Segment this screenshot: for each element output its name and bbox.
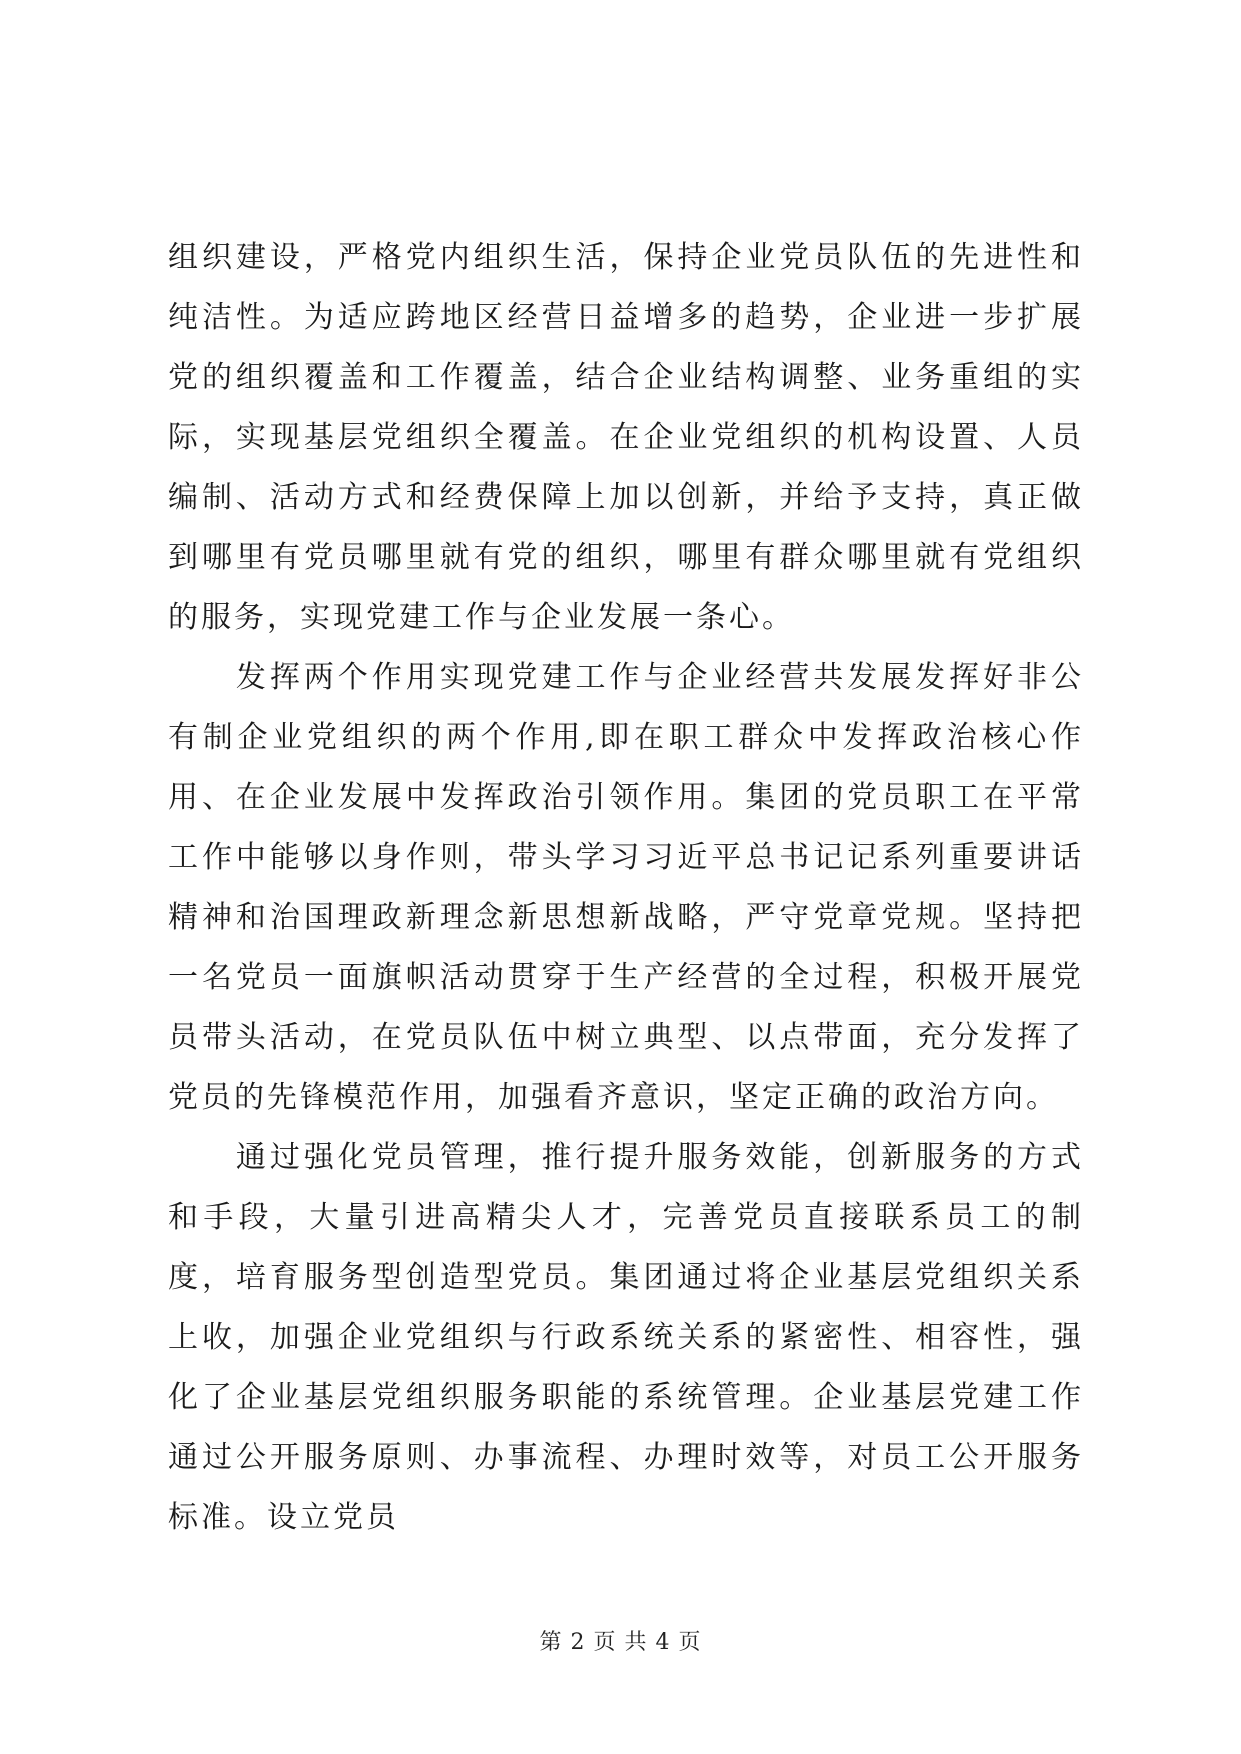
paragraph-1: 组织建设，严格党内组织生活，保持企业党员队伍的先进性和纯洁性。为适应跨地区经营日益增多的趋势，企业进一步扩展党的组织覆盖和工作覆盖，结合企业结构调整、业务重组的实际，实现基层党组织全覆盖。在企业党组织的机构设置、人员编制、活动方式和经费保障上加以创新，并给予支持，真正做到哪里有党员哪里就有党的组织，哪里有群众哪里就有党组织的服务，实现党建工作与企业发展一条心。: [168, 240, 1084, 635]
paragraph-3: 通过强化党员管理，推行提升服务效能，创新服务的方式和手段，大量引进高精尖人才，完善党员直接联系员工的制度，培育服务型创造型党员。集团通过将企业基层党组织关系上收，加强企业党组织与行政系统关系的紧密性、相容性，强化了企业基层党组织服务职能的系统管理。企业基层党建工作通过公开服务原则、办事流程、办理时效等，对员工公开服务标准。设立党员: [168, 1140, 1084, 1535]
paragraph-2: 发挥两个作用实现党建工作与企业经营共发展发挥好非公有制企业党组织的两个作用,即在职工群众中发挥政治核心作用、在企业发展中发挥政治引领作用。集团的党员职工在平常工作中能够以身作则，带头学习习近平总书记记系列重要讲话精神和治国理政新理念新思想新战略，严守党章党规。坚持把一名党员一面旗帜活动贯穿于生产经营的全过程，积极开展党员带头活动，在党员队伍中树立典型、以点带面，充分发挥了党员的先锋模范作用，加强看齐意识，坚定正确的政治方向。: [168, 660, 1084, 1115]
document-body: [168, 228, 1084, 1548]
page-number-footer: 第 2 页 共 4 页: [539, 1630, 702, 1655]
